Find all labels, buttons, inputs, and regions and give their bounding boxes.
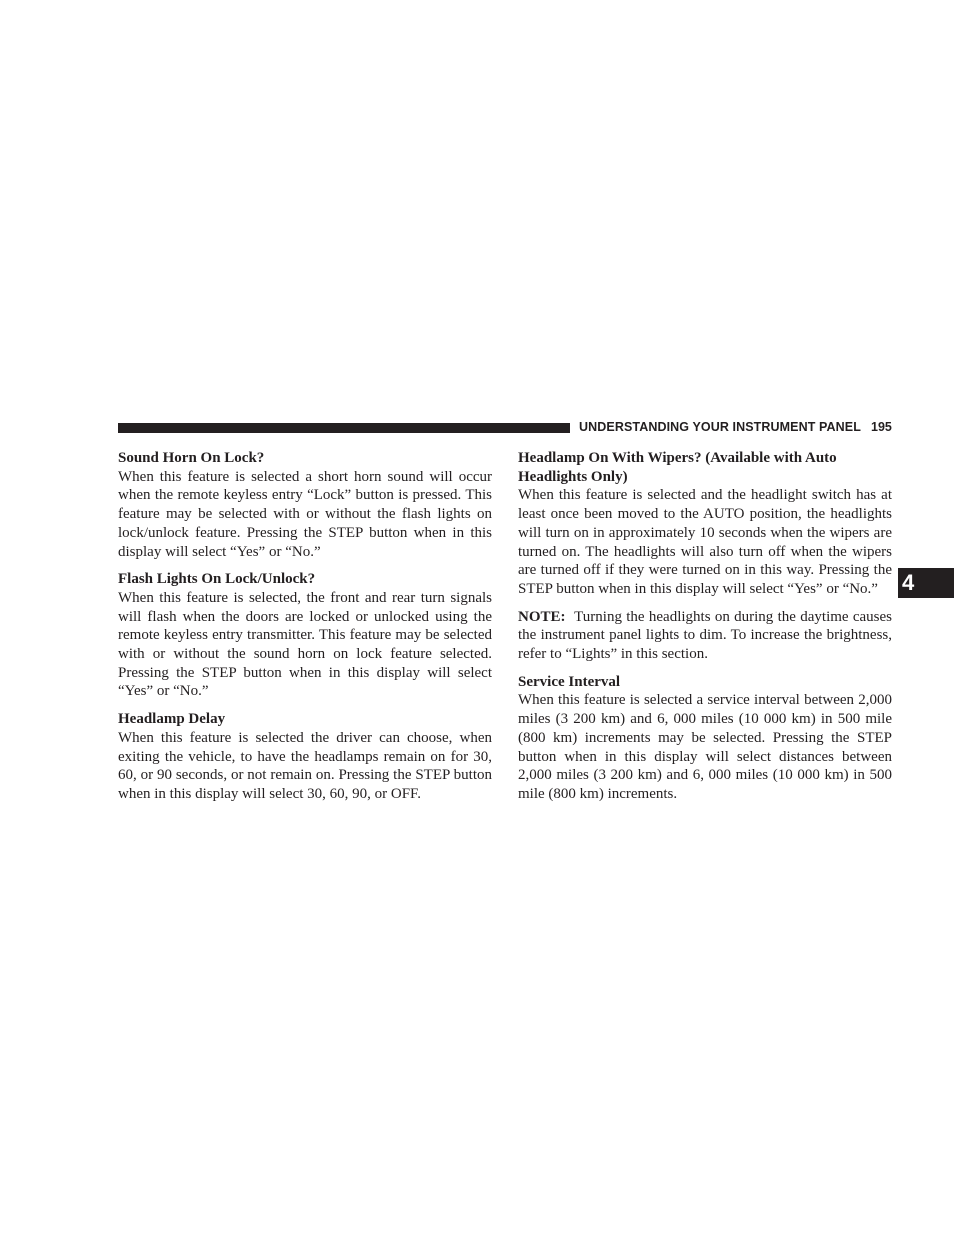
note-label: NOTE: (518, 608, 566, 625)
section-heading-headlamp-wipers: Headlamp On With Wipers? (Available with Auto Headlights Only) (518, 450, 837, 485)
note-paragraph (518, 608, 892, 664)
chapter-tab: 4 (898, 568, 954, 598)
section-heading-sound-horn: Sound Horn On Lock? (118, 450, 265, 466)
left-column (118, 449, 492, 813)
header-rule (118, 423, 570, 433)
right-column (518, 449, 892, 813)
section-body-flash-lights: When this feature is selected, the front and rear turn signals will flash when the doors are locked or unlocked using the remote keyless entry transmitter. This feature may be selected with or without the sound horn on lock feature selected. Pressing the STEP button when in this display will select “Yes” or “No.” (118, 589, 492, 700)
running-header: UNDERSTANDING YOUR INSTRUMENT PANEL (579, 420, 861, 434)
section-heading-service-interval: Service Interval (518, 673, 621, 690)
section-heading-headlamp-delay: Headlamp Delay (118, 711, 226, 728)
section-body-headlamp-wipers: When this feature is selected and the headlight switch has at least once been moved to the AUTO position, the headlights will turn on in approximately 10 seconds when the wipers are turned on. The headlights will also turn off when the wipers are turned off if they were turned on in this way. Pressing the STEP button when in this display will select “Yes” or “No.” (518, 487, 892, 597)
page-number: 195 (871, 420, 892, 434)
section-body-service-interval: When this feature is selected a service interval between 2,000 miles (3 200 km) and 6, 000 miles (10 000 km) in 500 mile (800 km) increments may be selected. Pressing the STEP button when in this display will select distances between 2,000 miles (3 200 km) and 6, 000 miles (10 000 km) in 500 mile (800 km) increments. (518, 692, 892, 802)
section-heading-flash-lights: Flash Lights On Lock/Unlock? (118, 571, 316, 588)
section-body-headlamp-delay: When this feature is selected the driver can choose, when exiting the vehicle, to have the headlamps remain on for 30, 60, or 90 seconds, or not remain on. Pressing the STEP button when in this display will select 30, 60, 90, or OFF. (118, 729, 492, 802)
section-body-sound-horn: When this feature is selected a short horn sound will occur when the remote keyless entry “Lock” button is pressed. This feature may be selected with or without the flash lights on lock/unlock feature. Pressing the STEP button when in this display will select “Yes” or “No.” (118, 468, 492, 560)
note-body: Turning the headlights on during the daytime causes the instrument panel lights to dim. To increase the brightness, refer to “Lights” in this section. (518, 608, 893, 663)
